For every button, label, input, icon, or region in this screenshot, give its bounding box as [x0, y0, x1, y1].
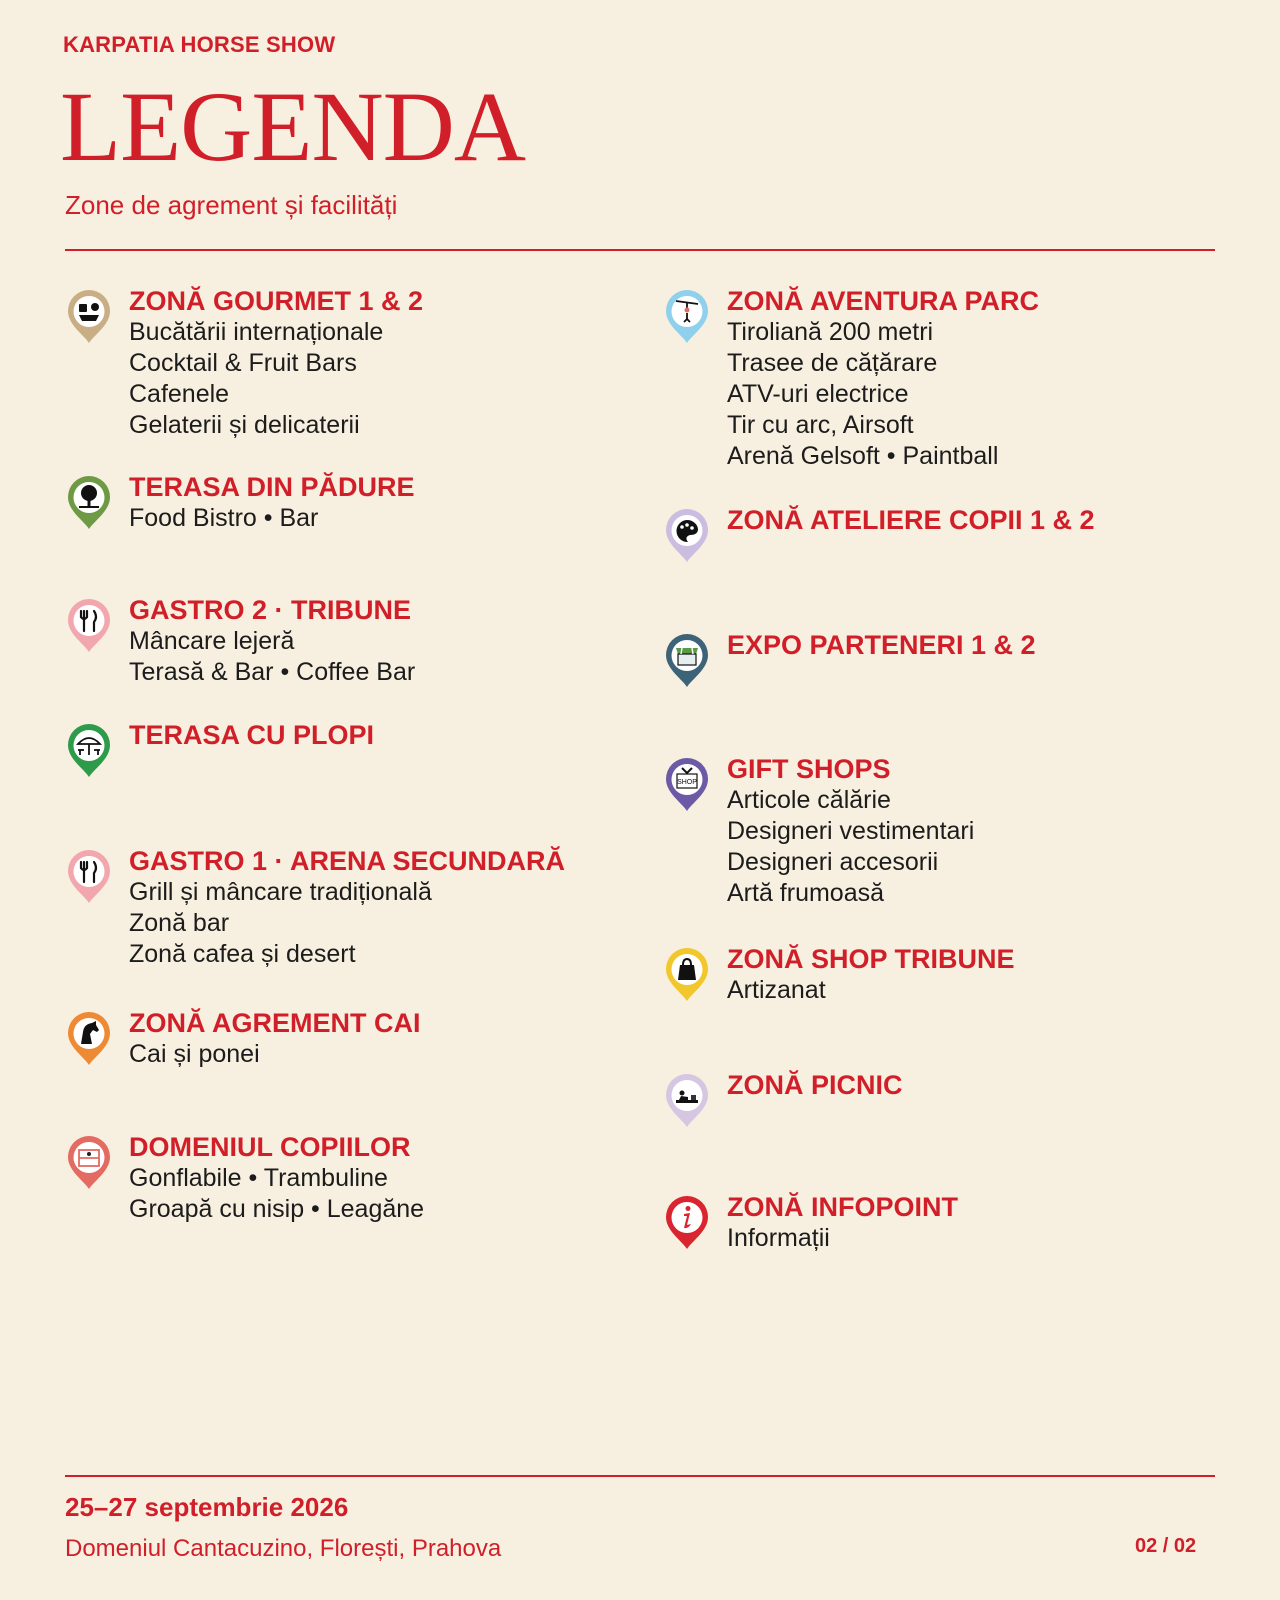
legend-entry-text — [727, 632, 1036, 661]
legend-entry-text — [129, 474, 415, 534]
legend-entry-title: DOMENIUL COPIILOR — [129, 1132, 411, 1162]
legend-entry-text — [129, 1010, 421, 1070]
legend-entry-title: ZONĂ SHOP TRIBUNE — [727, 944, 1015, 974]
bottom-divider — [65, 1475, 1215, 1477]
legend-entry-detail: Gonflabile • Trambuline — [129, 1164, 388, 1192]
legend-entry-detail: Zonă cafea și desert — [129, 940, 356, 968]
legend-entry-text — [129, 848, 565, 970]
top-divider — [65, 249, 1215, 251]
legend-entry-detail: Bucătării internaționale — [129, 318, 384, 346]
legend-entry-detail: Trasee de cățărare — [727, 349, 938, 377]
page-title: LEGENDA — [60, 71, 526, 182]
palette-icon — [664, 507, 710, 563]
legend-entry-detail: Artă frumoasă — [727, 879, 885, 907]
fork-knife-icon — [66, 848, 112, 904]
tree-icon — [66, 474, 112, 530]
header-eyebrow: KARPATIA HORSE SHOW — [63, 32, 336, 57]
legend-entry-text — [129, 288, 423, 441]
page-number: 02 / 02 — [1135, 1535, 1197, 1557]
svg-text:SHOP: SHOP — [677, 779, 697, 786]
legend-entry-detail: Artizanat — [727, 976, 826, 1004]
legend-entry-detail: Designeri accesorii — [727, 848, 939, 876]
legend-entry-detail: Groapă cu nisip • Leagăne — [129, 1195, 425, 1223]
legend-entry-detail: Gelaterii și delicaterii — [129, 411, 360, 439]
legend-entry-title: ZONĂ INFOPOINT — [727, 1192, 958, 1222]
legend-entry-detail: Designeri vestimentari — [727, 817, 975, 845]
legend-entry-text — [129, 597, 415, 688]
legend-entry-title: ZONĂ PICNIC — [727, 1070, 903, 1100]
legend-entry-detail: Terasă & Bar • Coffee Bar — [129, 658, 416, 686]
legend-entry-title: GASTRO 2 · TRIBUNE — [129, 595, 412, 625]
legend-entry-text — [727, 756, 974, 909]
playground-icon — [66, 1134, 112, 1190]
page-subtitle: Zone de agrement și facilități — [65, 190, 398, 220]
legend-entry-title: ZONĂ ATELIERE COPII 1 & 2 — [727, 505, 1095, 535]
legend-entry-detail: Mâncare lejeră — [129, 627, 295, 655]
legend-entry-title: TERASA CU PLOPI — [129, 720, 375, 750]
legend-entry-detail: Grill și mâncare tradițională — [129, 878, 432, 906]
legend-entry-text — [727, 288, 1039, 472]
legend-entry-detail: Tir cu arc, Airsoft — [727, 411, 914, 439]
legend-entry-detail: Articole călărie — [727, 786, 891, 814]
market-stall-icon — [664, 632, 710, 688]
legend-entry-title: TERASA DIN PĂDURE — [129, 472, 415, 502]
legend-entry-detail: Tiroliană 200 metri — [727, 318, 934, 346]
terrace-umbrella-icon — [66, 722, 112, 778]
legend-entry-title: GASTRO 1 · ARENA SECUNDARĂ — [129, 846, 566, 876]
legend-entry-text — [727, 1072, 903, 1101]
fork-knife-icon — [66, 597, 112, 653]
legend-entry-text — [727, 946, 1015, 1006]
legend-entry-title: ZONĂ AGREMENT CAI — [129, 1008, 421, 1038]
legend-entry-detail: Zonă bar — [129, 909, 230, 937]
shopping-bag-icon — [664, 946, 710, 1002]
legend-entry-detail: Arenă Gelsoft • Paintball — [727, 442, 999, 470]
event-location: Domeniul Cantacuzino, Florești, Prahova — [65, 1535, 502, 1562]
legend-entry-text — [727, 1194, 958, 1254]
legend-entry-detail: Cocktail & Fruit Bars — [129, 349, 357, 377]
gourmet-icon — [66, 288, 112, 344]
picnic-icon — [664, 1072, 710, 1128]
zipline-icon — [664, 288, 710, 344]
legend-entry-title: ZONĂ GOURMET 1 & 2 — [129, 286, 424, 316]
info-icon — [664, 1194, 710, 1250]
legend-entry-title: ZONĂ AVENTURA PARC — [727, 286, 1039, 316]
legend-entry-detail: Food Bistro • Bar — [129, 504, 319, 532]
legend-entry-detail: Cafenele — [129, 380, 230, 408]
legend-entry-detail: Cai și ponei — [129, 1040, 260, 1068]
legend-entry-detail: ATV-uri electrice — [727, 380, 909, 408]
legend-entry-title: GIFT SHOPS — [727, 754, 891, 784]
gift-shop-icon — [664, 756, 710, 812]
legend-entry-title: EXPO PARTENERI 1 & 2 — [727, 630, 1036, 660]
event-dates: 25–27 septembrie 2026 — [65, 1492, 349, 1522]
legend-entry-detail: Informații — [727, 1224, 830, 1252]
legend-entry-text — [727, 507, 1095, 536]
legend-entry-text — [129, 1134, 424, 1225]
legend-entry-text — [129, 722, 374, 751]
horse-icon — [66, 1010, 112, 1066]
